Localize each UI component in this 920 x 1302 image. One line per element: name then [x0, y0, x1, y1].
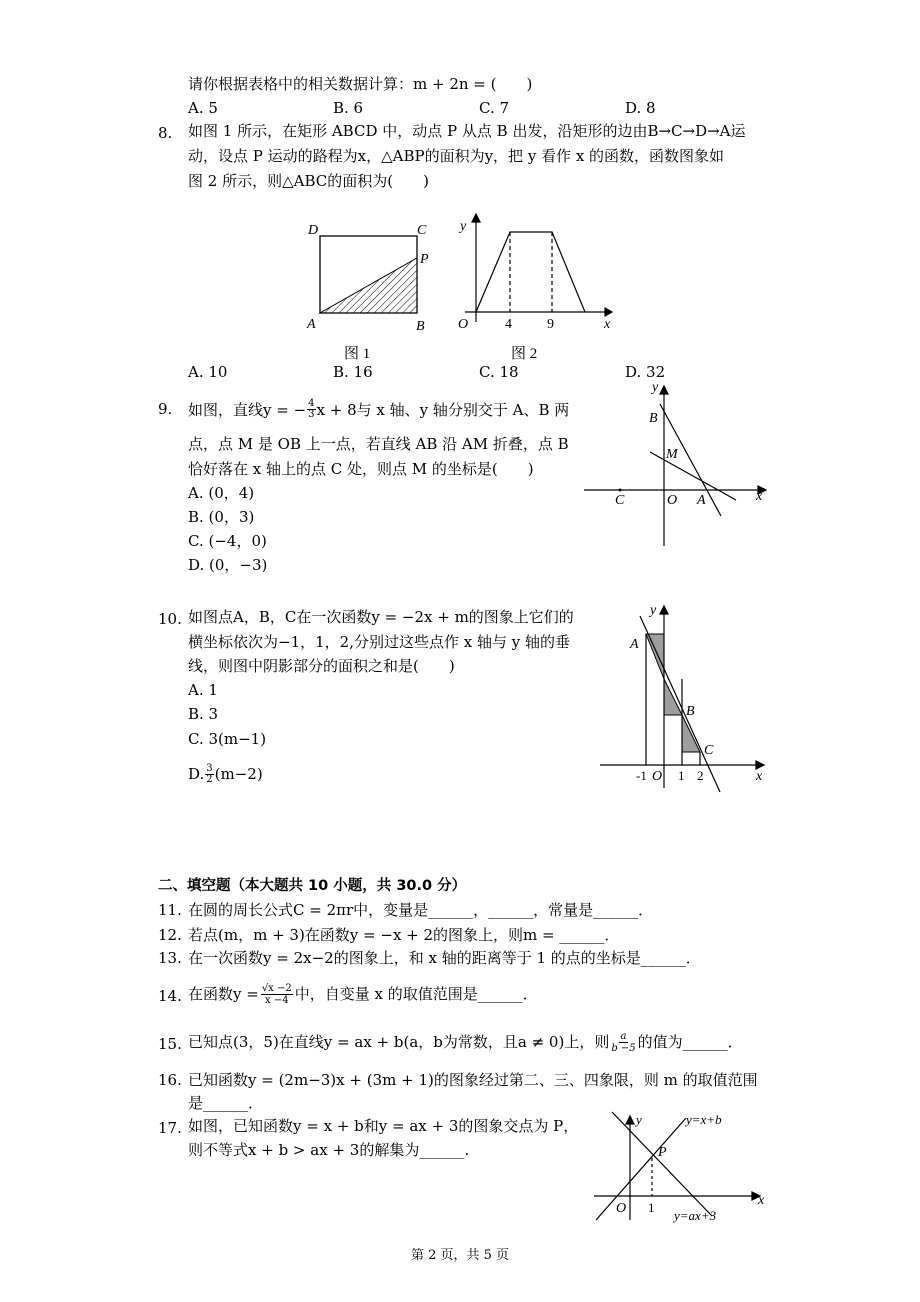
q14-number: 14. [158, 987, 182, 1005]
q9-figure [578, 376, 778, 551]
q10-number: 10. [158, 610, 182, 628]
q14-pre: 在函数y = [188, 985, 259, 1003]
q10-option-d [188, 760, 263, 788]
q15-fraction [611, 1031, 635, 1054]
q17-fig-label-y-ax-3: y=ax+3 [674, 1208, 717, 1223]
q7-question-tail: 请你根据表格中的相关数据计算：m + 2n = ( ) [188, 75, 533, 93]
q9-line-1 [188, 399, 569, 420]
q10-fig-label-1: 1 [678, 768, 685, 783]
q15-text [188, 1024, 743, 1060]
q8-fig2-label-4: 4 [505, 317, 512, 332]
q9-fig-label-a: A [697, 493, 706, 508]
q15-post: 的值为______． [637, 1033, 743, 1051]
q10-option-b: B. 3 [188, 705, 219, 723]
q9-fig-label-x: x [756, 489, 763, 504]
section-2-title: 二、填空题（本大题共 10 小题，共 30.0 分） [158, 878, 467, 894]
q10-option-d-prefix: D. [188, 765, 205, 783]
q17-fig-label-y-x-b: y=x+b [686, 1112, 722, 1127]
q17-fig-label-x: x [758, 1193, 765, 1208]
q8-option-b: B. 16 [333, 363, 373, 381]
q9-fig-label-o: O [667, 493, 678, 508]
q8-fig2-label-x: x [604, 317, 611, 332]
q15-fraction-numerator: a [620, 1030, 627, 1042]
q16-line-2: 是______． [188, 1094, 264, 1112]
q8-fig1-label-c: C [417, 223, 427, 238]
q15-pre: 已知点(3，5)在直线y = ax + b(a，b为常数，且a ≠ 0)上，则 [188, 1033, 610, 1051]
q12-text: 若点(m，m + 3)在函数y = −x + 2的图象上，则m = ______． [188, 926, 620, 944]
q7-option-b: B. 6 [333, 99, 364, 117]
q9-fig-label-c: C [615, 493, 625, 508]
q10-figure [596, 598, 776, 796]
q8-fig2-graph [465, 214, 612, 322]
q8-number: 8. [158, 124, 173, 142]
q17-fig-label-p: P [658, 1145, 667, 1160]
q8-fig1-label-d: D [308, 223, 319, 238]
q9-fig-label-b: B [649, 411, 658, 426]
q8-fig2-label-9: 9 [547, 317, 554, 332]
q10-option-c: C. 3(m−1) [188, 730, 267, 748]
q17-line-ax-plus-3 [612, 1112, 712, 1216]
q8-figures [300, 210, 640, 370]
q8-fig1-rectangle [320, 236, 417, 313]
q17-line-x-plus-b [596, 1118, 686, 1220]
q14-fraction-denominator: x −4 [265, 994, 289, 1006]
q8-option-a: A. 10 [188, 363, 228, 381]
q8-fig2-caption: 图 2 [511, 346, 538, 362]
q10-fig-label-y: y [650, 603, 657, 618]
q17-fig-label-o: O [616, 1201, 627, 1216]
q10-fig-label-2: 2 [697, 768, 704, 783]
q10-fig-label-neg1: -1 [636, 768, 647, 783]
q8-fig2-label-y: y [460, 219, 467, 234]
q9-line-1b: x + 8与 x 轴、y 轴分别交于 A、B 两 [316, 400, 570, 419]
q14-text [188, 976, 538, 1012]
q7-option-d: D. 8 [625, 99, 656, 117]
q9-number: 9. [158, 400, 173, 418]
q11-number: 11. [158, 901, 182, 919]
q17-line-2: 则不等式x + b > ax + 3的解集为______. [188, 1141, 470, 1159]
q15-fraction-denominator: b −5 [611, 1042, 636, 1054]
q11-text: 在圆的周长公式C = 2πr中，变量是______，______，常量是______． [188, 901, 654, 919]
q15-number: 15. [158, 1035, 182, 1053]
q8-line-1: 如图 1 所示，在矩形 ABCD 中，动点 P 从点 B 出发，沿矩形的边由B→C→D→A运 [188, 122, 746, 140]
q9-option-a: A. (0，4) [188, 484, 255, 502]
q16-line-1: 已知函数y = (2m−3)x + (3m + 1)的图象经过第二、三、四象限，则 m 的取值范围 [188, 1071, 758, 1089]
q10-fig-label-c: C [704, 743, 714, 758]
q10-option-a: A. 1 [188, 681, 218, 699]
q8-fig1-label-p: P [420, 252, 429, 267]
q9-fig-label-y: y [652, 380, 659, 395]
q10-fig-label-x: x [756, 769, 763, 784]
q8-line-3: 图 2 所示，则△ABC的面积为( ) [188, 172, 429, 190]
q17-figure [590, 1108, 775, 1226]
q10-fig-label-b: B [686, 704, 695, 719]
q9-fraction [307, 399, 315, 420]
q10-option-d-numerator: 3 [206, 762, 213, 774]
q13-number: 13. [158, 949, 182, 967]
q10-line-2: 横坐标依次为−1，1，2,分别过这些点作 x 轴与 y 轴的垂 [188, 633, 570, 651]
q8-line-2: 动，设点 P 运动的路程为x，△ABP的面积为y，把 y 看作 x 的函数，函数图象如 [188, 147, 725, 165]
q10-option-d-denominator: 2 [206, 773, 213, 785]
q10-option-d-suffix: (m−2) [214, 765, 263, 783]
q9-line-1a: 如图，直线y = − [188, 400, 307, 419]
q9-option-c: C. (−4，0) [188, 532, 267, 550]
q13-text: 在一次函数y = 2x−2的图象上，和 x 轴的距离等于 1 的点的坐标是______． [188, 949, 701, 967]
q10-fig-label-a: A [630, 637, 639, 652]
q9-fig-label-m: M [666, 447, 678, 462]
q8-fig1-caption: 图 1 [344, 346, 371, 362]
q8-option-d: D. 32 [625, 363, 666, 381]
q10-shaded-triangle-1 [646, 634, 664, 679]
q16-number: 16. [158, 1071, 182, 1089]
q8-option-c: C. 18 [479, 363, 519, 381]
q9-fraction-denominator: 3 [308, 409, 315, 420]
q9-fraction-numerator: 4 [308, 398, 315, 409]
q10-line-3: 线，则图中阴影部分的面积之和是( ) [188, 657, 455, 675]
q10-shaded-triangle-2 [664, 679, 682, 715]
q17-fig-label-y: y [636, 1112, 642, 1127]
q10-shaded-triangle-3 [682, 715, 700, 752]
q10-option-d-fraction [205, 764, 213, 785]
q9-line-3: 恰好落在 x 轴上的点 C 处，则点 M 的坐标是( ) [188, 460, 534, 478]
q10-fig-label-o: O [652, 769, 663, 784]
q9-line-2: 点，点 M 是 OB 上一点，若直线 AB 沿 AM 折叠，点 B [188, 435, 569, 453]
q10-line-1: 如图点A，B，C在一次函数y = −2x + m的图象上它们的 [188, 608, 574, 626]
q17-line-1: 如图，已知函数y = x + b和y = ax + 3的图象交点为 P， [188, 1117, 579, 1135]
q8-fig1-label-b: B [416, 319, 425, 334]
page-footer: 第 2 页，共 5 页 [410, 1248, 510, 1263]
q12-number: 12. [158, 926, 182, 944]
q7-option-a: A. 5 [188, 99, 218, 117]
q14-fraction-numerator: √x −2 [261, 982, 292, 994]
q8-fig1-label-a: A [307, 317, 316, 332]
q7-option-c: C. 7 [479, 99, 510, 117]
q8-fig1-hatched-triangle [320, 258, 417, 313]
q9-option-d: D. (0，−3) [188, 556, 268, 574]
q9-option-b: B. (0，3) [188, 508, 255, 526]
q14-post: 中，自变量 x 的取值范围是______． [294, 985, 538, 1003]
q14-fraction [261, 983, 293, 1006]
q17-number: 17. [158, 1119, 182, 1137]
q17-fig-label-1: 1 [648, 1200, 655, 1215]
q9-line-am [650, 452, 736, 500]
q8-fig2-label-o: O [458, 317, 469, 332]
